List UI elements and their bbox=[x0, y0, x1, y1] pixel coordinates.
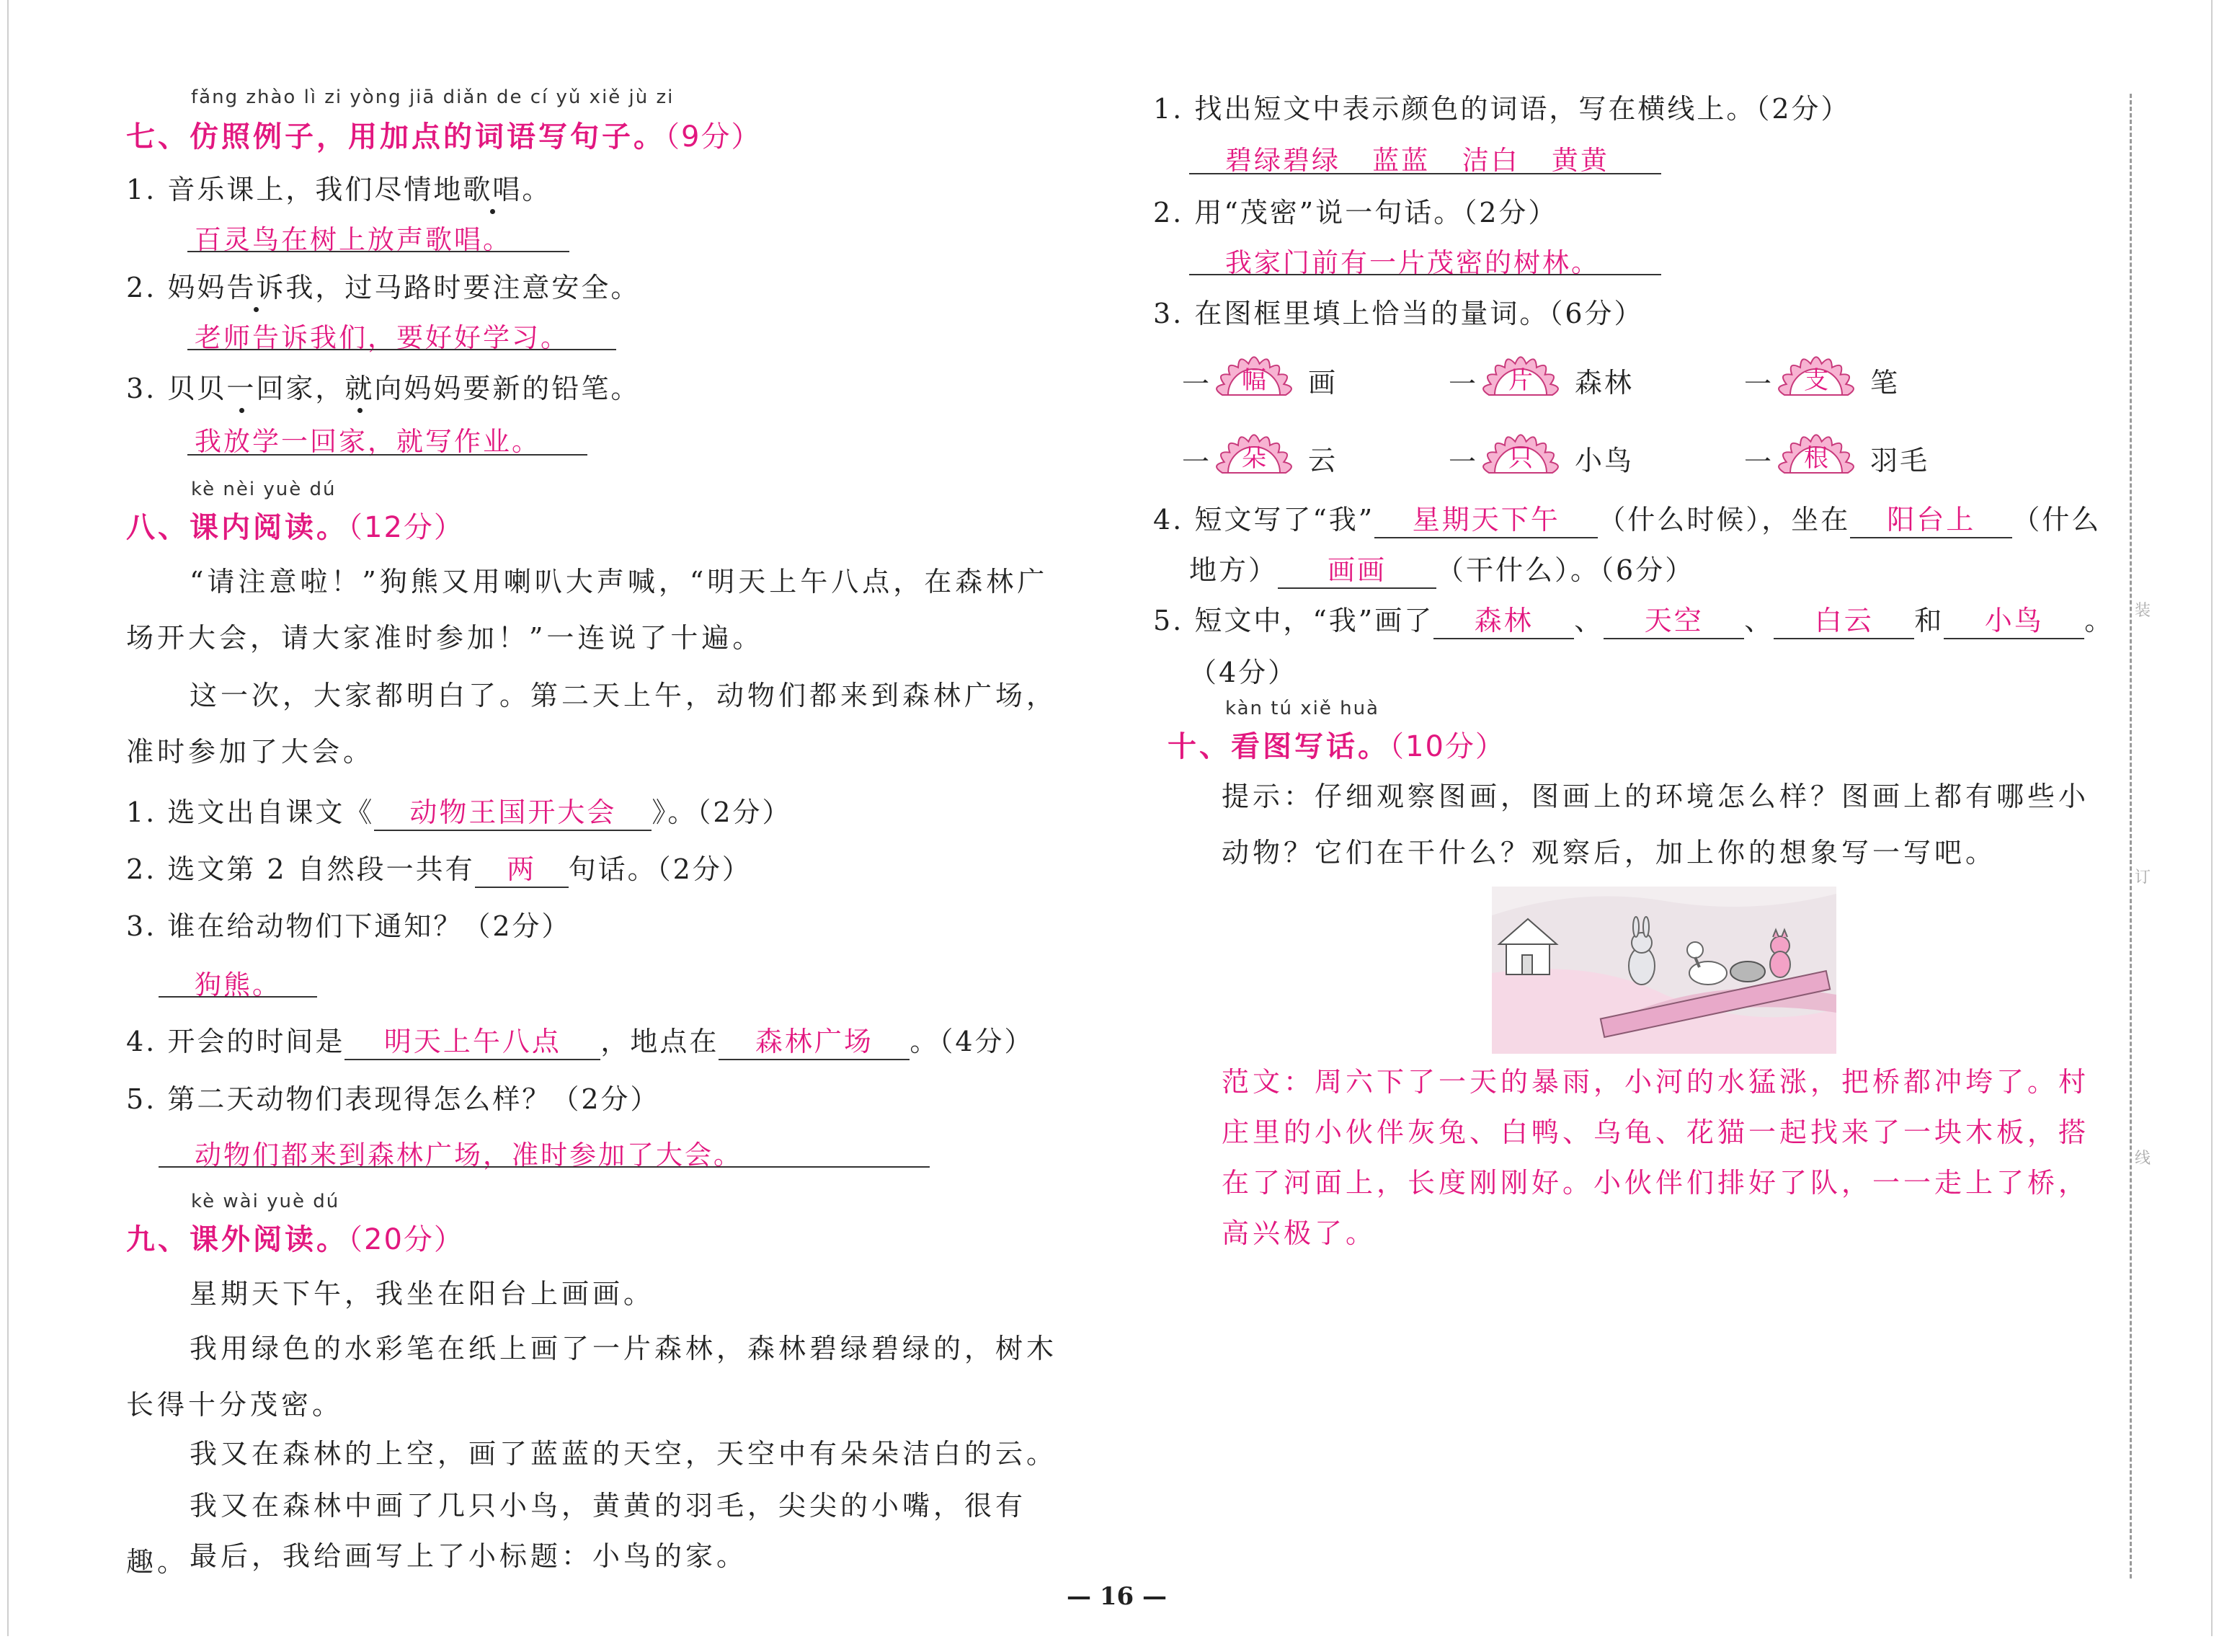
sec8-para1: “请注意啦！”狗熊又用喇叭大声喊，“明天上午八点，在森林广场开大会，请大家准时参加！”一连说了十遍。 bbox=[126, 566, 1049, 654]
right-q5-sep2: 、 bbox=[1744, 605, 1774, 636]
sec9-pinyin: kè wài yuè dú bbox=[191, 1191, 340, 1212]
sec8-q1-post: 》。（2分） bbox=[652, 796, 792, 828]
right-q5 bbox=[1153, 598, 2114, 639]
right-q5-answer3: 白云 bbox=[1774, 598, 1914, 639]
sec10-title-text: 十、看图写话。 bbox=[1168, 730, 1390, 763]
measure-prefix: 一 bbox=[1744, 368, 1774, 400]
right-q4-mid1: （什么时候），坐在 bbox=[1598, 504, 1851, 536]
right-q4-answer3: 画画 bbox=[1278, 548, 1436, 589]
sec7-q3-pre: 3. 贝贝 bbox=[126, 373, 227, 404]
sec7-q1-post: 。 bbox=[522, 174, 552, 205]
sec10-hint: 提示：仔细观察图画，图画上的环境怎么样？图画上都有哪些小动物？它们在干什么？观察后，加上你的想象写一写吧。 bbox=[1222, 781, 2090, 869]
sec7-q2-dotted: 告诉 bbox=[226, 265, 285, 305]
sec9-para4: 我又在森林中画了几只小鸟，黄黄的羽毛，尖尖的小嘴，很有趣。 bbox=[126, 1490, 1027, 1578]
measure-prefix: 一 bbox=[1182, 446, 1212, 478]
binding-dashed-line bbox=[2130, 94, 2132, 1578]
measure-fan-box bbox=[1204, 417, 1304, 474]
measure-fan-box bbox=[1766, 417, 1867, 474]
measure-noun: 小鸟 bbox=[1575, 445, 1635, 476]
sec7-q2-post: 我，过马路时要注意安全。 bbox=[285, 272, 641, 303]
sec8-title bbox=[126, 505, 464, 546]
sec8-para2: 这一次，大家都明白了。第二天上午，动物们都来到森林广场，准时参加了大会。 bbox=[126, 680, 1058, 768]
right-q5-end: 。 bbox=[2084, 605, 2115, 636]
right-q5-answer1: 森林 bbox=[1433, 598, 1574, 639]
sec8-q2-pre: 2. 选文第 2 自然段一共有 bbox=[126, 853, 475, 885]
sec8-title-text: 八、课内阅读。 bbox=[126, 511, 348, 544]
measure-prefix: 一 bbox=[1182, 368, 1212, 400]
right-q4-mid2: （什么 bbox=[2012, 504, 2102, 536]
page-number: — 16 — bbox=[1067, 1582, 1167, 1611]
measure-noun: 笔 bbox=[1870, 367, 1900, 399]
right-q3: 3. 在图框里填上恰当的量词。（6分） bbox=[1153, 298, 1644, 329]
sec8-q5-answer: 动物们都来到森林广场，准时参加了大会。 bbox=[195, 1140, 742, 1171]
measure-fan-box bbox=[1204, 339, 1304, 396]
sec7-title bbox=[126, 114, 761, 155]
sec8-q1-answer: 动物王国开大会 bbox=[374, 790, 652, 831]
right-q2-answer: 我家门前有一片茂密的树林。 bbox=[1225, 247, 1600, 278]
sec7-q1-answer: 百灵鸟在树上放声歌唱。 bbox=[195, 224, 512, 255]
measure-noun: 云 bbox=[1308, 445, 1338, 476]
binding-mark: 订 bbox=[2135, 869, 2151, 887]
right-q5-pre: 5. 短文中，“我”画了 bbox=[1153, 605, 1434, 636]
sec7-q1-pre: 1. 音乐课上，我们尽情地 bbox=[126, 174, 463, 205]
measure-noun: 羽毛 bbox=[1870, 445, 1930, 476]
measure-noun: 画 bbox=[1308, 367, 1338, 399]
right-q4-pre: 4. 短文写了“我” bbox=[1153, 504, 1375, 536]
sec9-title bbox=[126, 1217, 464, 1258]
right-q4-line2-pre: 地方） bbox=[1189, 554, 1279, 586]
right-q1-answer: 碧绿碧绿 蓝蓝 洁白 黄黄 bbox=[1225, 145, 1609, 176]
right-q4-post: （干什么）。（6分） bbox=[1436, 554, 1695, 586]
sec7-q1-dotted: 歌唱 bbox=[463, 167, 522, 207]
sec8-q2-post: 句话。（2分） bbox=[568, 853, 752, 885]
right-q5-answer4: 小鸟 bbox=[1944, 598, 2084, 639]
sec10-title bbox=[1168, 724, 1506, 765]
sec8-q1 bbox=[126, 790, 792, 831]
sec8-q3: 3. 谁在给动物们下通知？（2分） bbox=[126, 910, 572, 942]
sec10-model-essay: 范文：周六下了一天的暴雨，小河的水猛涨，把桥都冲垮了。村庄里的小伙伴灰兔、白鸭、乌龟、花猫一起找来了一块木板，搭在了河面上，长度刚刚好。小伙伴们排好了队，一一走上了桥，高兴极了。 bbox=[1222, 1066, 2090, 1249]
sec8-q1-pre: 1. 选文出自课文《 bbox=[126, 796, 375, 828]
answer-line bbox=[187, 349, 616, 350]
sec9-para1: 星期天下午，我坐在阳台上画画。 bbox=[190, 1278, 655, 1310]
right-q5-score: （4分） bbox=[1189, 657, 1298, 688]
sec7-q2 bbox=[126, 265, 640, 305]
sec7-q3-mid: 回家， bbox=[256, 373, 345, 404]
sec7-q3-dotted2: 就 bbox=[344, 366, 374, 406]
sec7-pinyin: fǎng zhào lì zi yòng jiā diǎn de cí yǔ xiě jù zi bbox=[191, 86, 675, 108]
sec8-pinyin: kè nèi yuè dú bbox=[191, 479, 337, 500]
answer-line bbox=[187, 251, 569, 252]
sec7-score: （9分） bbox=[665, 120, 762, 154]
bridge-illustration bbox=[1492, 887, 1836, 1054]
bridge-illustration-svg bbox=[1492, 887, 1836, 1054]
sec8-q4-pre: 4. 开会的时间是 bbox=[126, 1026, 345, 1057]
right-q2: 2. 用“茂密”说一句话。（2分） bbox=[1153, 197, 1558, 228]
sec8-q4-post: 。（4分） bbox=[910, 1026, 1034, 1057]
sec8-q4-answer2: 森林广场 bbox=[719, 1019, 910, 1060]
right-q4-answer2: 阳台上 bbox=[1850, 497, 2012, 538]
measure-word-answer: 幅 bbox=[1242, 366, 1266, 395]
sec8-score: （12分） bbox=[348, 511, 464, 544]
measure-prefix: 一 bbox=[1744, 446, 1774, 478]
answer-line bbox=[187, 454, 587, 456]
sec7-q3-post: 向妈妈要新的铅笔。 bbox=[374, 373, 641, 404]
sec9-score: （20分） bbox=[348, 1223, 464, 1256]
sec8-q4-answer1: 明天上午八点 bbox=[344, 1019, 600, 1060]
right-q5-sep1: 、 bbox=[1574, 605, 1604, 636]
sec7-title-text: 七、仿照例子，用加点的词语写句子。 bbox=[126, 120, 665, 154]
sec7-q2-pre: 2. 妈妈 bbox=[126, 272, 227, 303]
right-q1: 1. 找出短文中表示颜色的词语，写在横线上。（2分） bbox=[1153, 93, 1851, 125]
measure-word-answer: 根 bbox=[1804, 444, 1828, 473]
sec7-q3-answer: 我放学一回家，就写作业。 bbox=[195, 426, 541, 457]
sec7-q2-answer: 老师告诉我们，要好好学习。 bbox=[195, 322, 569, 353]
sec10-pinyin: kàn tú xiě huà bbox=[1225, 698, 1379, 719]
sec8-q2-answer: 两 bbox=[475, 847, 569, 888]
sec9-para5: 最后，我给画写上了小标题：小鸟的家。 bbox=[190, 1540, 748, 1572]
sec7-q3 bbox=[126, 366, 640, 406]
sec8-q2 bbox=[126, 847, 752, 888]
right-q4-line2 bbox=[1189, 548, 1694, 589]
sec8-q4-mid: ，地点在 bbox=[600, 1026, 719, 1057]
answer-line bbox=[1189, 173, 1661, 174]
sec9-para2: 我用绿色的水彩笔在纸上画了一片森林，森林碧绿碧绿的，树木长得十分茂密。 bbox=[126, 1333, 1058, 1421]
measure-word-answer: 片 bbox=[1508, 366, 1533, 395]
answer-line bbox=[159, 1166, 930, 1168]
binding-mark: 装 bbox=[2135, 602, 2151, 620]
right-q4-line1 bbox=[1153, 497, 2101, 538]
right-q5-and: 和 bbox=[1914, 605, 1944, 636]
right-q4-answer1: 星期天下午 bbox=[1374, 497, 1598, 538]
answer-line bbox=[159, 996, 317, 998]
measure-prefix: 一 bbox=[1449, 368, 1479, 400]
sec8-q5: 5. 第二天动物们表现得怎么样？（2分） bbox=[126, 1083, 660, 1115]
sec9-title-text: 九、课外阅读。 bbox=[126, 1223, 348, 1256]
measure-fan-box bbox=[1470, 339, 1571, 396]
measure-word-answer: 朵 bbox=[1242, 444, 1266, 473]
sec8-q4 bbox=[126, 1019, 1034, 1060]
sec7-q3-dotted1: 一 bbox=[226, 366, 256, 406]
measure-word-answer: 支 bbox=[1804, 366, 1828, 395]
measure-prefix: 一 bbox=[1449, 446, 1479, 478]
binding-mark: 线 bbox=[2135, 1150, 2151, 1168]
measure-word-answer: 只 bbox=[1508, 444, 1533, 473]
measure-noun: 森林 bbox=[1575, 367, 1635, 399]
right-q5-answer2: 天空 bbox=[1604, 598, 1744, 639]
measure-fan-box bbox=[1766, 339, 1867, 396]
sec7-q1 bbox=[126, 167, 551, 207]
sec9-para3: 我又在森林的上空，画了蓝蓝的天空，天空中有朵朵洁白的云。 bbox=[190, 1438, 1058, 1470]
sec10-score: （10分） bbox=[1390, 730, 1506, 763]
sec8-q3-answer: 狗熊。 bbox=[195, 969, 281, 1000]
measure-fan-box bbox=[1470, 417, 1571, 474]
answer-line bbox=[1189, 274, 1661, 275]
